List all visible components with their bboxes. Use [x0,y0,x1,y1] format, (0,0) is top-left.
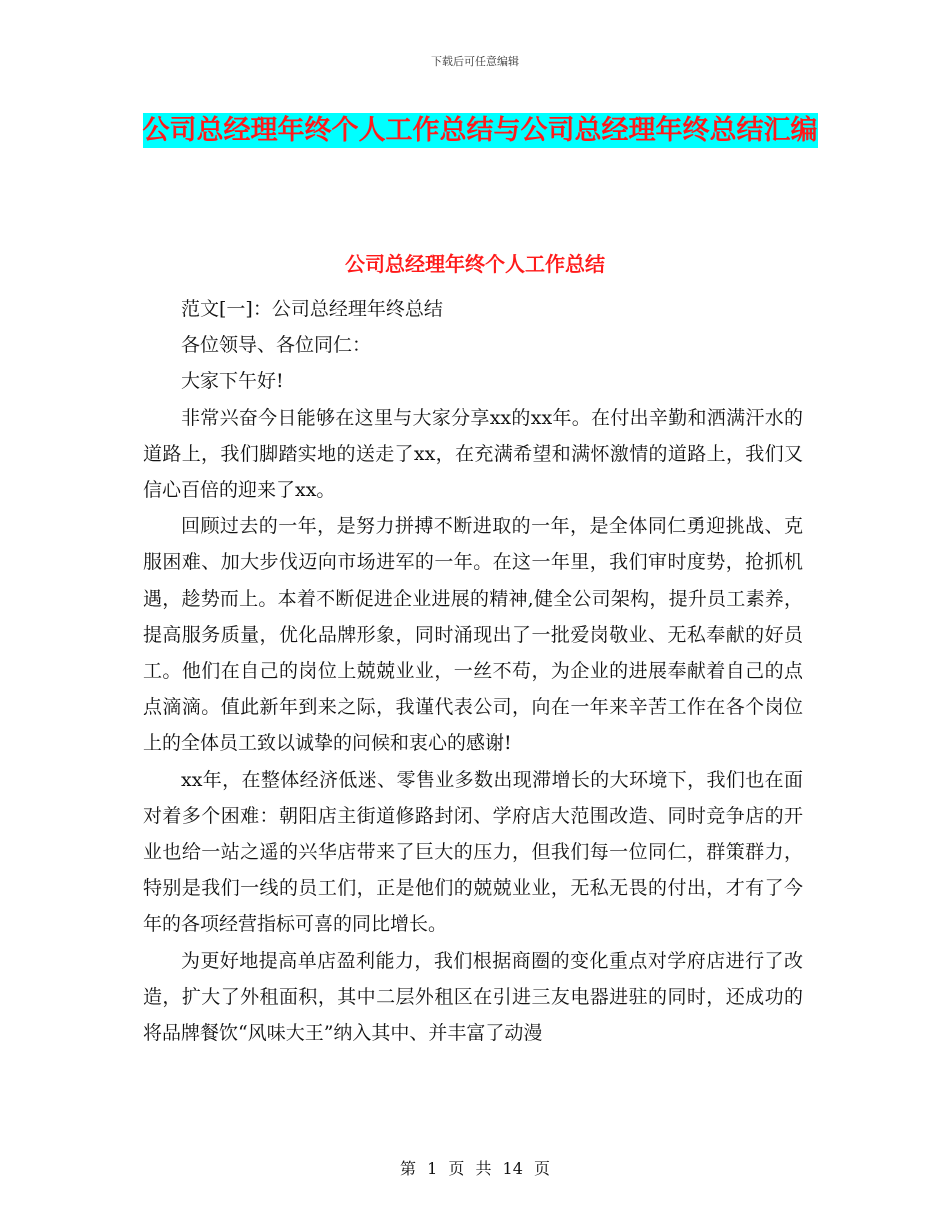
section-title: 公司总经理年终个人工作总结 [345,252,605,276]
body-text [143,291,803,1051]
paragraph: 回顾过去的一年，是努力拼搏不断进取的一年，是全体同仁勇迎挑战、克服困难、加大步伐迈向市场进军的一年。在这一年里，我们审时度势，抢抓机遇，趁势而上。本着不断促进企业进展的精神,健全公司架构，提升员工素养，提高服务质量，优化品牌形象，同时涌现出了一批爱岗敬业、无私奉献的好员工。他们在自己的岗位上兢兢业业，一丝不苟，为企业的进展奉献着自己的点点滴滴。值此新年到来之际，我谨代表公司，向在一年来辛苦工作在各个岗位上的全体员工致以诚挚的问候和衷心的感谢! [143,515,803,755]
document-title [140,108,820,154]
paragraph: 非常兴奋今日能够在这里与大家分享xx的xx年。在付出辛勤和洒满汗水的道路上，我们脚踏实地的送走了xx，在充满希望和满怀激情的道路上，我们又信心百倍的迎来了xx。 [143,406,803,502]
header-note: 下载后可任意编辑 [431,55,519,68]
paragraph: 范文[一]：公司总经理年终总结 [181,298,443,320]
paragraph: 各位领导、各位同仁： [181,334,372,357]
paragraph: 为更好地提高单店盈利能力，我们根据商圈的变化重点对学府店进行了改造，扩大了外租面积，其中二层外租区在引进三友电器进驻的同时，还成功的将品牌餐饮“风味大王”纳入其中、并丰富了动漫 [143,949,803,1045]
paragraph: xx年，在整体经济低迷、零售业多数出现滞增长的大环境下，我们也在面对着多个困难：朝阳店主街道修路封闭、学府店大范围改造、同时竞争店的开业也给一站之遥的兴华店带来了巨大的压力，但我们每一位同仁，群策群力，特别是我们一线的员工们，正是他们的兢兢业业，无私无畏的付出，才有了今年的各项经营指标可喜的同比增长。 [143,768,803,936]
document-title-text: 公司总经理年终个人工作总结与公司总经理年终总结汇编 [142,115,818,146]
page-footer: 第 1 页 共 14 页 [400,1159,550,1178]
paragraph: 大家下午好! [181,370,284,393]
